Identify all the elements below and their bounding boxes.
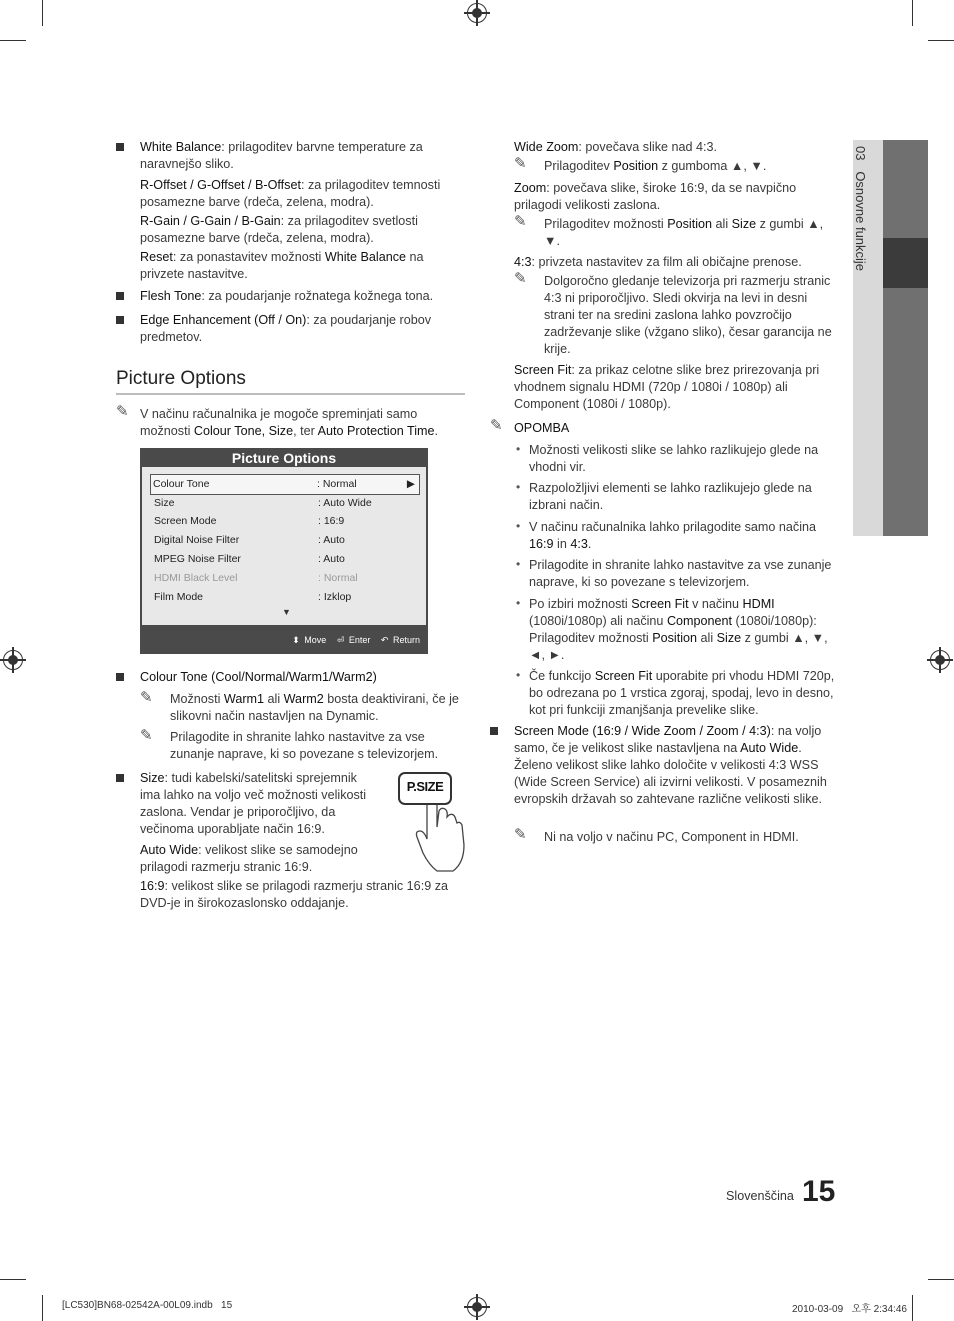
opomba-item-1: Možnosti velikosti slike se lahko razlikujejo glede na vhodni vir.	[529, 443, 819, 474]
crop-mark	[912, 0, 913, 26]
osd-row-colour-tone[interactable]: Colour Tone : Normal ▶	[150, 474, 420, 495]
osd-row-screen-mode[interactable]: Screen Mode : 16:9	[154, 515, 345, 527]
pc-mode-note: V načinu računalnika je mogoče spreminjati samo možnosti Colour Tone, Size, ter Auto Protection Time.	[140, 407, 438, 438]
opomba-item-4: Prilagodite in shranite lahko nastavitve za vse zunanje naprave, ki so povezane s televizorjem.	[529, 558, 832, 589]
note-pencil-icon: ✎	[140, 727, 153, 744]
note-pencil-icon: ✎	[490, 417, 503, 434]
edge-enhancement-item: Edge Enhancement (Off / On): za poudarjanje robov predmetov.	[140, 313, 432, 344]
crop-mark	[0, 1279, 26, 1280]
crop-mark	[928, 40, 954, 41]
chapter-tab-dark	[883, 140, 928, 536]
note-pencil-icon: ✎	[514, 270, 527, 287]
bullet-dot-icon: •	[516, 480, 521, 494]
opomba-item-3: V načinu računalnika lahko prilagodite samo načina 16:9 in 4:3.	[529, 520, 817, 551]
bullet-square-icon	[116, 292, 124, 300]
bullet-dot-icon: •	[516, 519, 521, 533]
osd-row-hdmi-black-level: HDMI Black Level : Normal	[154, 572, 358, 584]
osd-title: Picture Options	[231, 450, 337, 466]
osd-row-mpeg-noise-filter[interactable]: MPEG Noise Filter : Auto	[154, 553, 345, 565]
crop-mark	[42, 1295, 43, 1321]
screen-mode-note: Ni na voljo v načinu PC, Component in HDMI.	[544, 830, 799, 844]
bullet-dot-icon: •	[516, 557, 521, 571]
opomba-item-2: Razpoložljivi elementi se lahko razlikujejo glede na izbrani način.	[529, 481, 812, 512]
return-icon: ↶	[380, 635, 389, 645]
bullet-square-icon	[490, 727, 498, 735]
print-file-info: [LC530]BN68-02542A-00L09.indb 15	[62, 1300, 233, 1311]
psize-label: P.SIZE	[406, 779, 444, 794]
size-item: Size: tudi kabelski/satelitski sprejemnik ima lahko na voljo več možnosti velikosti zaslona. Vendar je priporočljivo, da večinoma uporabljate način 16:9.	[140, 771, 367, 836]
zoom-note: Prilagoditev možnosti Position ali Size z gumbi ▲, ▼.	[544, 217, 824, 248]
language-label: Slovenščina	[726, 1189, 794, 1203]
colour-tone-item: Colour Tone (Cool/Normal/Warm1/Warm2)	[140, 670, 377, 684]
169-item: 16:9: velikost slike se prilagodi razmerju stranic 16:9 za DVD-je in širokozaslonsko oddajanje.	[140, 879, 448, 910]
chapter-tab-label: 03 Osnovne funkcije	[853, 146, 868, 272]
enter-icon: ⏎	[336, 635, 345, 645]
reset-item: Reset: za ponastavitev možnosti White Balance na privzete nastavitve.	[140, 250, 424, 281]
osd-row-size[interactable]: Size : Auto Wide	[154, 497, 372, 509]
crop-mark	[42, 0, 43, 26]
osd-menu-body	[142, 467, 426, 625]
psize-button-illustration	[397, 771, 469, 875]
gain-item: R-Gain / G-Gain / B-Gain: za prilagoditev svetlosti posamezne barve (rdeča, zelena, modra).	[140, 214, 418, 245]
colour-tone-note-2: Prilagodite in shranite lahko nastavitve za vse zunanje naprave, ki so povezane s televizorjem.	[170, 730, 439, 761]
note-pencil-icon: ✎	[116, 403, 129, 420]
opomba-item-5: Po izbiri možnosti Screen Fit v načinu HDMI (1080i/1080p) ali načinu Component (1080i/1080p): Prilagoditev možnosti Position ali Size z gumbi ▲, ▼, ◄, ►.	[529, 597, 828, 662]
note-pencil-icon: ✎	[514, 213, 527, 230]
colour-tone-note-1: Možnosti Warm1 ali Warm2 bosta deaktivirani, če je slikovni način nastavljen na Dynamic.	[170, 692, 459, 723]
white-balance-item: White Balance: prilagoditev barvne temperature za naravnejšo sliko.	[140, 140, 423, 171]
auto-wide-item: Auto Wide: velikost slike se samodejno prilagodi razmerju stranic 16:9.	[140, 843, 358, 874]
bullet-square-icon	[116, 774, 124, 782]
osd-row-digital-noise-filter[interactable]: Digital Noise Filter : Auto	[154, 534, 345, 546]
crop-mark	[928, 1279, 954, 1280]
screen-fit-item: Screen Fit: za prikaz celotne slike brez prirezovanja pri vhodnem signalu HDMI (720p / 1080i / 1080p) ali Component (1080i / 1080p).	[514, 363, 820, 411]
bullet-dot-icon: •	[516, 596, 521, 610]
note-pencil-icon: ✎	[140, 689, 153, 706]
screen-mode-item: Screen Mode (16:9 / Wide Zoom / Zoom / 4:3): na voljo samo, če je velikost slike nastavljena na Auto Wide. Želeno velikost slike lahko določite v velikosti 4:3 WSS (Wide Screen Service) ali izvirni velikosti. V posameznih evropskih državah so zahtevane različne velikosti slike.	[514, 724, 827, 806]
chapter-tab-marker	[883, 238, 928, 288]
registration-mark-icon	[930, 650, 950, 670]
arrow-right-icon: ▶	[406, 478, 415, 490]
43-item: 4:3: privzeta nastavitev za film ali običajne prenose.	[514, 255, 802, 269]
zoom-item: Zoom: povečava slike, široke 16:9, da se navpično prilagodi velikosti zaslona.	[514, 181, 797, 212]
section-divider	[116, 393, 465, 395]
section-title: Picture Options	[116, 368, 246, 389]
print-date-info: 2010-03-09 오후 2:34:46	[792, 1304, 907, 1315]
scroll-down-icon[interactable]: ▼	[282, 607, 291, 617]
offset-item: R-Offset / G-Offset / B-Offset: za prilagoditev temnosti posamezne barve (rdeča, zelena, modra).	[140, 178, 441, 209]
bullet-square-icon	[116, 143, 124, 151]
registration-mark-icon	[467, 3, 487, 23]
wide-zoom-item: Wide Zoom: povečava slike nad 4:3.	[514, 140, 718, 154]
move-icon: ⬍	[292, 635, 300, 645]
43-note: Dolgoročno gledanje televizorja pri razmerju stranic 4:3 ni priporočljivo. Sledi okvirja na levi in desni strani ter na sredini zaslona lahko povzročijo zadrževanje slike (vžgano sliko), česar garancija ne krije.	[544, 274, 832, 356]
wide-zoom-note: Prilagoditev Position z gumboma ▲, ▼.	[544, 159, 767, 173]
crop-mark	[0, 40, 26, 41]
note-pencil-icon: ✎	[514, 826, 527, 843]
opomba-item-6: Če funkcijo Screen Fit uporabite pri vhodu HDMI 720p, bo odrezana po 1 vrstica zgoraj, spodaj, levo in desno, kot pri funkciji zmanjšanja prevelike slike.	[529, 669, 835, 717]
picture-options-osd	[140, 448, 428, 654]
osd-row-film-mode[interactable]: Film Mode : Izklop	[154, 591, 352, 603]
opomba-heading: OPOMBA	[514, 421, 570, 435]
bullet-dot-icon: •	[516, 442, 521, 456]
page-number: 15	[802, 1175, 836, 1208]
bullet-square-icon	[116, 673, 124, 681]
bullet-dot-icon: •	[516, 668, 521, 682]
registration-mark-icon	[3, 650, 23, 670]
osd-footer: ⬍ Move ⏎ Enter ↶ Return	[292, 635, 420, 645]
note-pencil-icon: ✎	[514, 155, 527, 172]
bullet-square-icon	[116, 316, 124, 324]
registration-mark-icon	[467, 1297, 487, 1317]
flesh-tone-item: Flesh Tone: za poudarjanje rožnatega kožnega tona.	[140, 289, 434, 303]
crop-mark	[912, 1295, 913, 1321]
